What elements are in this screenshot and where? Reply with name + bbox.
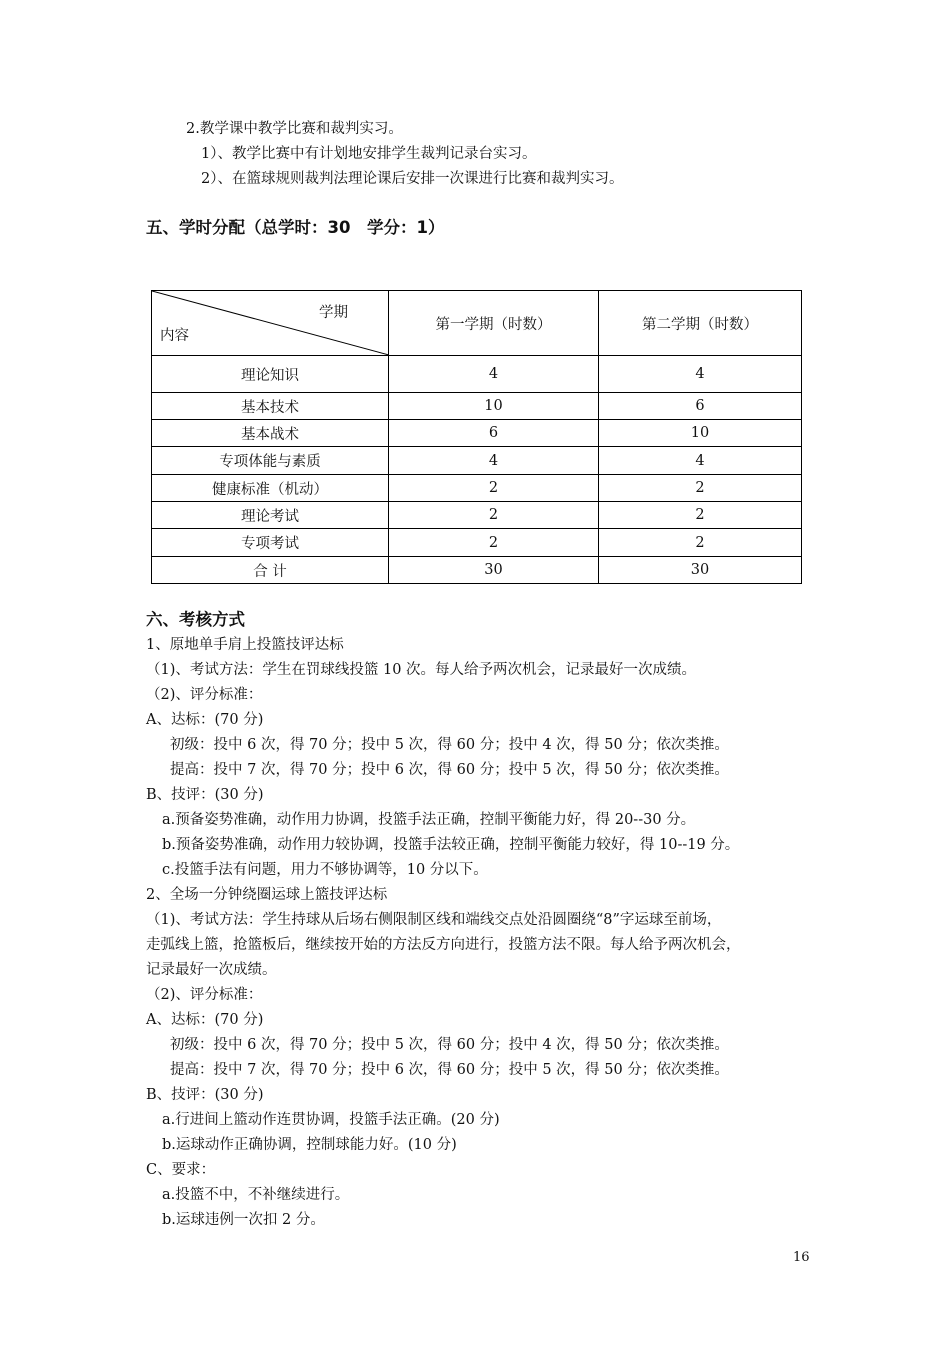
- intro-line: 2.教学课中教学比赛和裁判实习。: [186, 121, 403, 137]
- table-row: [152, 502, 802, 529]
- body-line: （1)、考试方法：学生持球从后场右侧限制区线和端线交点处沿圆圈绕“8”字运球至前场，: [146, 912, 722, 928]
- body-line: B、技评：(30 分): [146, 1087, 264, 1103]
- body-line: 初级：投中 6 次，得 70 分；投中 5 次，得 60 分；投中 4 次，得 50 分；依次类推。: [170, 737, 729, 753]
- cell-value: 2: [389, 529, 599, 557]
- body-line: B、技评：(30 分): [146, 787, 264, 803]
- row-label: 基本技术: [152, 393, 389, 420]
- body-line: C、要求：: [146, 1162, 216, 1178]
- row-label: 理论知识: [152, 356, 389, 393]
- page-number: 16: [793, 1250, 810, 1265]
- body-line: （2)、评分标准：: [146, 687, 263, 703]
- row-label: 健康标准（机动）: [152, 475, 389, 502]
- table-total-row: [152, 557, 802, 584]
- cell-value: 2: [389, 475, 599, 502]
- cell-value: 30: [389, 557, 599, 584]
- cell-value: 4: [389, 356, 599, 393]
- body-line: 1、原地单手肩上投篮技评达标: [146, 637, 344, 653]
- column-header: 第二学期（时数）: [599, 291, 802, 356]
- cell-value: 2: [599, 529, 802, 557]
- body-line: b.预备姿势准确，动作用力较协调，投篮手法较正确，控制平衡能力较好，得 10--19 分。: [162, 837, 740, 853]
- table-row: [152, 420, 802, 447]
- body-line: （1)、考试方法：学生在罚球线投篮 10 次。每人给予两次机会，记录最好一次成绩。: [146, 662, 697, 678]
- cell-value: 30: [599, 557, 802, 584]
- table-row: [152, 356, 802, 393]
- column-header: 第一学期（时数）: [389, 291, 599, 356]
- corner-cell: [152, 291, 389, 356]
- cell-value: 4: [389, 447, 599, 475]
- cell-value: 10: [389, 393, 599, 420]
- intro-line: 2）、在篮球规则裁判法理论课后安排一次课进行比赛和裁判实习。: [201, 171, 624, 187]
- body-line: a.行进间上篮动作连贯协调，投篮手法正确。(20 分): [162, 1112, 500, 1128]
- body-line: b.运球动作正确协调，控制球能力好。(10 分): [162, 1137, 457, 1153]
- body-line: 提高：投中 7 次，得 70 分；投中 6 次，得 60 分；投中 5 次，得 50 分；依次类推。: [170, 1062, 729, 1078]
- table-row: [152, 475, 802, 502]
- hours-table: [151, 290, 802, 584]
- body-line: 2、全场一分钟绕圈运球上篮技评达标: [146, 887, 388, 903]
- cell-value: 2: [599, 475, 802, 502]
- body-line: 初级：投中 6 次，得 70 分；投中 5 次，得 60 分；投中 4 次，得 50 分；依次类推。: [170, 1037, 729, 1053]
- cell-value: 10: [599, 420, 802, 447]
- row-label: 专项体能与素质: [152, 447, 389, 475]
- body-line: 走弧线上篮，抢篮板后，继续按开始的方法反方向进行，投篮方法不限。每人给予两次机会，: [146, 937, 741, 953]
- cell-value: 6: [389, 420, 599, 447]
- table-row: [152, 529, 802, 557]
- section-heading: 五、学时分配（总学时：30 学分：1）: [146, 218, 445, 237]
- cell-value: 4: [599, 356, 802, 393]
- row-label: 基本战术: [152, 420, 389, 447]
- body-line: c.投篮手法有问题，用力不够协调等，10 分以下。: [162, 862, 488, 878]
- body-line: 提高：投中 7 次，得 70 分；投中 6 次，得 60 分；投中 5 次，得 50 分；依次类推。: [170, 762, 729, 778]
- cell-value: 2: [389, 502, 599, 529]
- table-header-row: [152, 291, 802, 356]
- body-line: a.投篮不中，不补继续进行。: [162, 1187, 350, 1203]
- corner-bottom-label: 内容: [160, 328, 189, 344]
- cell-value: 2: [599, 502, 802, 529]
- row-label: 专项考试: [152, 529, 389, 557]
- cell-value: 4: [599, 447, 802, 475]
- row-label: 合 计: [152, 557, 389, 584]
- section-heading: 六、考核方式: [146, 610, 245, 629]
- cell-value: 6: [599, 393, 802, 420]
- table-row: [152, 447, 802, 475]
- body-line: b.运球违例一次扣 2 分。: [162, 1212, 325, 1228]
- body-line: 记录最好一次成绩。: [146, 962, 277, 978]
- corner-top-label: 学期: [319, 305, 348, 321]
- body-line: （2)、评分标准：: [146, 987, 263, 1003]
- row-label: 理论考试: [152, 502, 389, 529]
- body-line: A、达标：(70 分): [146, 1012, 264, 1028]
- diagonal-line: [152, 291, 389, 355]
- table-row: [152, 393, 802, 420]
- body-line: a.预备姿势准确，动作用力协调，投篮手法正确，控制平衡能力好，得 20--30 分。: [162, 812, 696, 828]
- intro-line: 1）、教学比赛中有计划地安排学生裁判记录台实习。: [201, 146, 537, 162]
- body-line: A、达标：(70 分): [146, 712, 264, 728]
